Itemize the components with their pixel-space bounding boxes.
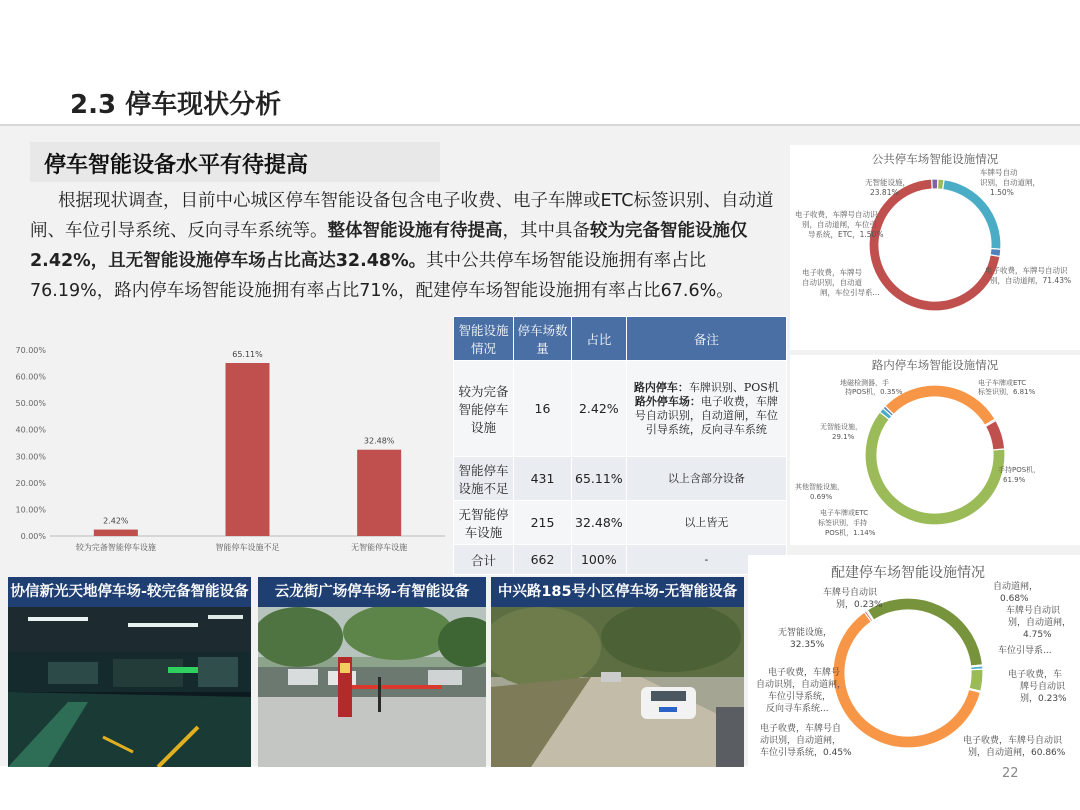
- table-cell-percent: 2.42%: [572, 361, 627, 457]
- col-header-percent: 占比: [572, 317, 627, 361]
- road-label-pos: 手持POS机，: [998, 466, 1041, 474]
- road-label-etc-2: 标签识别，6.81%: [978, 388, 1036, 396]
- facility-table: [453, 316, 787, 575]
- built-label-plate-2: 别，0.23%: [836, 600, 883, 610]
- photo-caption: 云龙街广场停车场-有智能设备: [258, 577, 486, 607]
- public-label-plate-3: 1.50%: [990, 188, 1014, 197]
- table-cell-category: 较为完备智能停车设施: [454, 361, 514, 457]
- built-label-guide: 车位引导系...: [998, 646, 1052, 656]
- donut-slice: [867, 598, 982, 666]
- note-label-offroad: 路外停车场：: [634, 394, 701, 408]
- built-label-main-2: 别，自动道闸，60.86%: [968, 748, 1066, 758]
- road-label-etc: 电子车牌或ETC: [978, 379, 1027, 387]
- y-tick-label: 10.00%: [15, 505, 46, 515]
- table-cell-count: 431: [514, 457, 572, 501]
- public-label-main: 电子收费，车牌号自动识: [985, 266, 1068, 275]
- road-label-other: 其他智能设施，: [795, 483, 844, 491]
- built-label-fee-plate: 电子收费，车: [1008, 670, 1063, 680]
- built-label-guide-full: 电子收费，车牌号自: [760, 724, 842, 734]
- road-label-magnetic: 地磁检测器，手: [840, 379, 889, 387]
- public-label-etc-2: 别，自动道闸，车位引: [802, 220, 877, 229]
- built-label-guide-full-3: 车位引导系统，0.45%: [760, 748, 852, 758]
- table-cell-category: 无智能停车设施: [454, 501, 514, 545]
- built-label-fee-plate-3: 别，0.23%: [1020, 694, 1067, 704]
- road-label-pos-2: 61.9%: [1003, 476, 1026, 484]
- y-tick-label: 70.00%: [15, 346, 46, 355]
- built-label-gate: 自动道闸，: [993, 582, 1039, 592]
- table-cell-note: 以上含部分设备: [626, 457, 786, 501]
- road-label-other-2: 0.69%: [810, 493, 833, 501]
- table-cell-count: 215: [514, 501, 572, 545]
- table-cell-note: 以上皆无: [626, 501, 786, 545]
- road-label-etc-pos-3: POS机，1.14%: [825, 529, 876, 537]
- plaza-entrance-image: [258, 607, 486, 767]
- built-label-plate-gate-2: 别，自动道闸，: [1008, 618, 1072, 628]
- table-header-row: [454, 317, 787, 361]
- road-facility-panel: [790, 355, 1080, 545]
- section-subtitle: 停车智能设备水平有待提高: [44, 153, 309, 178]
- road-label-none-2: 29.1%: [832, 433, 855, 441]
- body-text-1: 根据现状调查，目前中心城区停车智能设备包含电子收费、电子车牌或ETC标签识别、自动道闸、车位引导系统、反向寻车系统等。: [30, 191, 774, 241]
- bar-value-label: 65.11%: [232, 349, 263, 359]
- built-label-none: 无智能设施，: [778, 628, 833, 638]
- road-label-magnetic-2: 持POS机，0.35%: [845, 388, 903, 396]
- built-donut-chart: [748, 555, 1080, 767]
- facility-bar-chart: [0, 340, 455, 560]
- x-category-label: 较为完备智能停车设施: [75, 543, 156, 552]
- public-label-guide: 电子收费，车牌号: [802, 268, 862, 277]
- built-label-guide-full-2: 动识别，自动道闸，: [760, 736, 842, 746]
- table-cell-count: 662: [514, 545, 572, 575]
- table-cell-note: -: [626, 545, 786, 575]
- built-donut-slices: [833, 598, 983, 748]
- built-label-fee-plate-2: 牌号自动识: [1020, 682, 1066, 692]
- x-category-label: 无智能停车设施: [351, 543, 408, 552]
- donut-slice: [985, 421, 1004, 450]
- donut-slice: [969, 669, 983, 691]
- road-label-none: 无智能设施，: [820, 423, 862, 431]
- note-text-offroad: 电子收费，车牌号自动识别，自动道闸，车位引导系统，反向寻车系统: [634, 394, 778, 436]
- x-category-label: 智能停车设施不足: [215, 543, 280, 552]
- bar-value-label: 2.42%: [103, 516, 129, 526]
- body-text-2: ，其中具备: [502, 221, 590, 241]
- public-donut-chart: [790, 145, 1080, 350]
- road-label-etc-pos-2: 标签识别，手持: [818, 519, 867, 527]
- underground-garage-image: [8, 607, 251, 767]
- public-donut-title: 公共停车场智能设施情况: [871, 152, 999, 166]
- photo-caption: 协信新光天地停车场-较完备智能设备: [8, 577, 251, 607]
- built-label-reverse-4: 反向寻车系统...: [766, 704, 829, 714]
- table-cell-count: 16: [514, 361, 572, 457]
- body-text-3: 其中公共停车场智能设施拥有率占比76.19%，路内停车场智能设施拥有率占比71%，配建停车场智能设施拥有率占比67.6%。: [30, 251, 734, 301]
- bar-value-label: 32.48%: [363, 436, 395, 446]
- bar: [94, 530, 138, 536]
- donut-slice: [990, 249, 1001, 257]
- built-label-main: 电子收费，车牌号自动识: [963, 736, 1063, 746]
- public-label-guide-2: 自动识别，自动道: [802, 278, 862, 287]
- bar: [357, 450, 401, 536]
- public-facility-panel: [790, 145, 1080, 350]
- note-text-road: 车牌识别、POS机: [688, 380, 779, 394]
- table-cell-note: [626, 361, 786, 457]
- photo-xinguang-parking: [8, 577, 251, 767]
- built-label-none-2: 32.35%: [790, 640, 825, 650]
- built-label-gate-2: 0.68%: [1000, 594, 1029, 604]
- body-paragraph: [30, 186, 790, 306]
- public-label-etc-3: 导系统，ETC，1.50%: [808, 230, 884, 239]
- table-row: [454, 361, 787, 457]
- public-label-main-2: 别，自动道闸，71.43%: [990, 276, 1072, 285]
- road-donut-chart: [790, 355, 1080, 545]
- y-tick-label: 60.00%: [15, 372, 46, 382]
- built-label-reverse: 电子收费，车牌号: [768, 668, 841, 678]
- public-label-none: 无智能设施，: [865, 178, 910, 187]
- page-number: 22: [1002, 766, 1019, 781]
- y-tick-label: 0.00%: [20, 532, 46, 541]
- table-cell-percent: 65.11%: [572, 457, 627, 501]
- col-header-count: 停车场数量: [514, 317, 572, 361]
- built-donut-title: 配建停车场智能设施情况: [831, 565, 985, 581]
- table-row: [454, 545, 787, 575]
- residential-lane-image: [491, 607, 744, 767]
- photo-yunlong-parking: [258, 577, 486, 767]
- table-cell-category: 合计: [454, 545, 514, 575]
- table-cell-category: 智能停车设施不足: [454, 457, 514, 501]
- col-header-category: 智能设施情况: [454, 317, 514, 361]
- built-label-reverse-2: 自动识别，自动道闸，: [756, 680, 847, 690]
- public-label-etc: 电子收费，车牌号自动识: [795, 210, 878, 219]
- y-tick-label: 40.00%: [15, 425, 46, 435]
- y-tick-label: 30.00%: [15, 452, 46, 462]
- public-label-plate: 车牌号自动: [980, 168, 1018, 177]
- public-donut-slices: [869, 179, 1001, 311]
- photo-zhongxing-parking: [491, 577, 744, 767]
- built-label-reverse-3: 车位引导系统，: [768, 692, 832, 702]
- public-label-plate-2: 识别，自动道闸，: [980, 178, 1040, 187]
- built-facility-panel: [748, 555, 1080, 767]
- road-donut-slices: [865, 385, 1005, 525]
- table-row: [454, 457, 787, 501]
- photo-caption: 中兴路185号小区停车场-无智能设备: [491, 577, 744, 607]
- table-cell-percent: 32.48%: [572, 501, 627, 545]
- road-label-etc-pos: 电子车牌或ETC: [820, 509, 869, 517]
- y-tick-label: 50.00%: [15, 399, 46, 409]
- built-label-plate-gate-3: 4.75%: [1023, 630, 1052, 640]
- bar: [226, 363, 270, 536]
- public-label-none-2: 23.81%: [870, 188, 899, 197]
- note-label-road: 路内停车：: [633, 380, 689, 394]
- page-title: 2.3 停车现状分析: [70, 90, 282, 120]
- body-text-bold-2: 较为完备智能设施仅2.42%，且无智能设施停车场占比高达32.48%。: [30, 221, 748, 271]
- built-label-plate: 车牌号自动识: [823, 588, 878, 598]
- col-header-note: 备注: [626, 317, 786, 361]
- donut-slice: [865, 412, 1005, 525]
- body-text-bold-1: 整体智能设施有待提高: [327, 221, 503, 241]
- table-row: [454, 501, 787, 545]
- public-label-guide-3: 闸，车位引导系...: [820, 288, 880, 297]
- table-cell-percent: 100%: [572, 545, 627, 575]
- y-tick-label: 20.00%: [15, 478, 46, 488]
- road-donut-title: 路内停车场智能设施情况: [871, 358, 999, 372]
- built-label-plate-gate: 车牌号自动识: [1006, 606, 1061, 616]
